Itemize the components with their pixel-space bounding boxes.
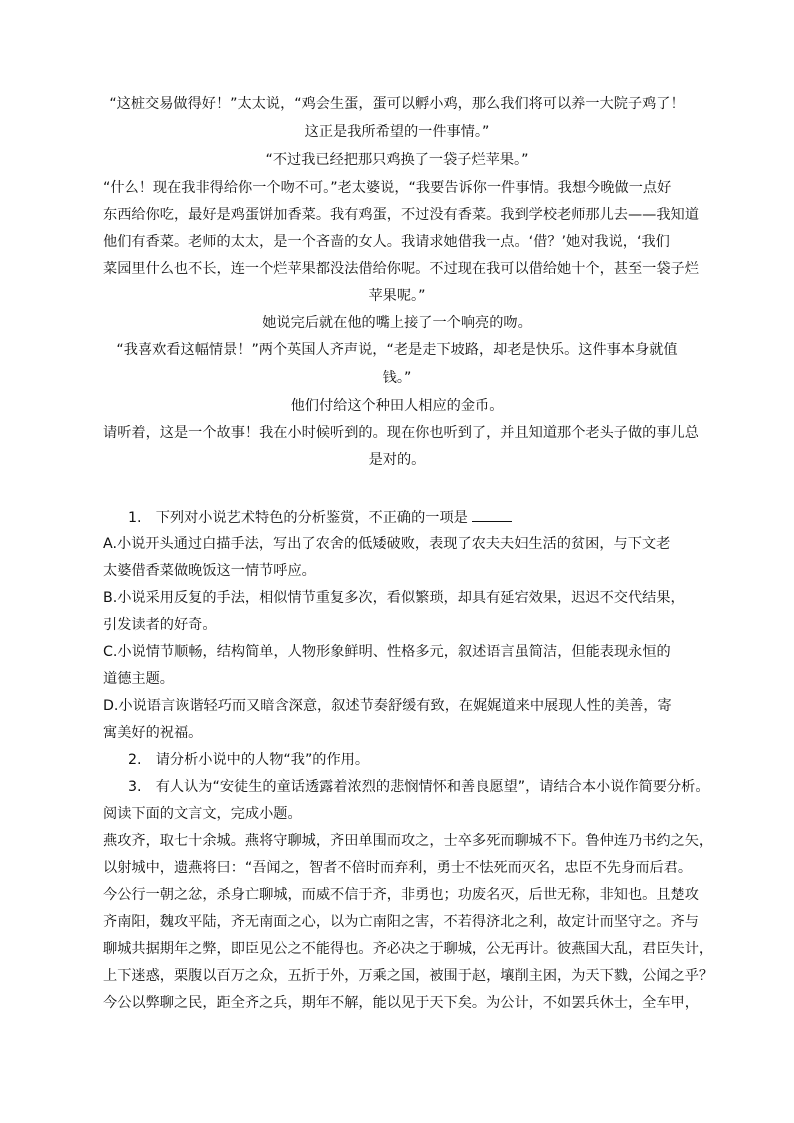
story-line-8: 苹果呢。”: [368, 288, 426, 304]
option-a-line-2: 太婆借香菜做晚饭这一情节呼应。: [103, 563, 316, 579]
story-line-6: 他们有香菜。老师的太太，是一个吝啬的女人。我请求她借我一点。‘借？’她对我说，‘我们: [103, 234, 670, 250]
option-a-line-1: A.小说开头通过白描手法，写出了农舍的低矮破败，表现了农夫夫妇生活的贫困，与下文老: [103, 536, 671, 552]
story-line-13: 请听着，这是一个故事！我在小时候听到的。现在你也听到了，并且知道那个老头子做的事儿总: [103, 425, 699, 441]
classical-line-6: 上下迷惑，栗腹以百万之众，五折于外，万乘之国，被围于赵，壤削主困，为天下戮，公闻之乎？: [103, 968, 714, 984]
option-d-line-2: 寓美好的祝福。: [103, 725, 203, 741]
classical-line-4: 齐南阳，魏攻平陆，齐无南面之心，以为亡南阳之害，不若得济北之利，故定计而坚守之。齐与: [103, 914, 699, 930]
story-line-12: 他们付给这个种田人相应的金币。: [290, 398, 504, 414]
classical-line-7: 今公以弊聊之民，距全齐之兵，期年不解，能以见于天下矣。为公计，不如罢兵休士，全车甲，: [103, 995, 699, 1011]
option-b-line-2: 引发读者的好奇。: [103, 617, 217, 633]
story-line-3: “不过我已经把那只鸡换了一袋子烂苹果。”: [265, 152, 529, 168]
question-1-text: 1. 下列对小说艺术特色的分析鉴赏，不正确的一项是: [128, 510, 468, 526]
option-c-line-2: 道德主题。: [103, 671, 174, 687]
story-line-9: 她说完后就在他的嘴上接了一个响亮的吻。: [262, 315, 532, 331]
option-d-line-1: D.小说语言诙谐轻巧而又暗含深意，叙述节奏舒缓有致，在娓娓道来中展现人性的美善，寄: [103, 698, 672, 714]
question-2: 2. 请分析小说中的人物“我”的作用。: [128, 752, 370, 768]
story-line-1: “这桩交易做得好！”太太说，“鸡会生蛋，蛋可以孵小鸡，那么我们将可以养一大院子鸡了！: [109, 96, 685, 112]
classical-line-3: 今公行一朝之忿，杀身亡聊城，而威不信于齐，非勇也；功废名灭，后世无称，非知也。且楚攻: [103, 887, 699, 903]
story-line-11: 钱。”: [382, 370, 412, 386]
classical-line-2: 以射城中，遗燕将曰：“吾闻之，智者不倍时而弃利，勇士不怯死而灭名，忠臣不先身而后君。: [103, 860, 693, 876]
question-3: 3. 有人认为“安徒生的童话透露着浓烈的悲悯情怀和善良愿望”，请结合本小说作简要分析。: [128, 779, 710, 795]
classical-line-1: 燕攻齐，取七十余城。燕将守聊城，齐田单围而攻之，士卒多死而聊城不下。鲁仲连乃书约之矢，: [103, 833, 714, 849]
story-line-4: “什么！现在我非得给你一个吻不可。”老太婆说，“我要告诉你一件事情。我想今晚做一点好: [103, 180, 672, 196]
question-1: [128, 507, 512, 528]
story-line-2: 这正是我所希望的一件事情。”: [304, 124, 490, 140]
story-line-7: 菜园里什么也不长，连一个烂苹果都没法借给你呢。不过现在我可以借给她十个，甚至一袋子烂: [103, 261, 699, 277]
option-b-line-1: B.小说采用反复的手法，相似情节重复多次，看似繁琐，却具有延宕效果，迟迟不交代结果，: [103, 590, 685, 606]
answer-blank: [472, 507, 512, 522]
option-c-line-1: C.小说情节顺畅，结构简单，人物形象鲜明、性格多元，叙述语言虽简洁，但能表现永恒的: [103, 644, 671, 660]
story-line-5: 东西给你吃，最好是鸡蛋饼加香菜。我有鸡蛋，不过没有香菜。我到学校老师那儿去——我知道: [103, 207, 699, 223]
story-line-10: “我喜欢看这幅情景！”两个英国人齐声说，“老是走下坡路，却老是快乐。这件事本身就值: [116, 342, 678, 358]
classical-line-5: 聊城共据期年之弊，即臣见公之不能得也。齐必决之于聊城，公无再计。彼燕国大乱，君臣失计，: [103, 941, 714, 957]
classical-intro: 阅读下面的文言文，完成小题。: [103, 806, 302, 822]
story-line-14: 是对的。: [368, 452, 426, 468]
